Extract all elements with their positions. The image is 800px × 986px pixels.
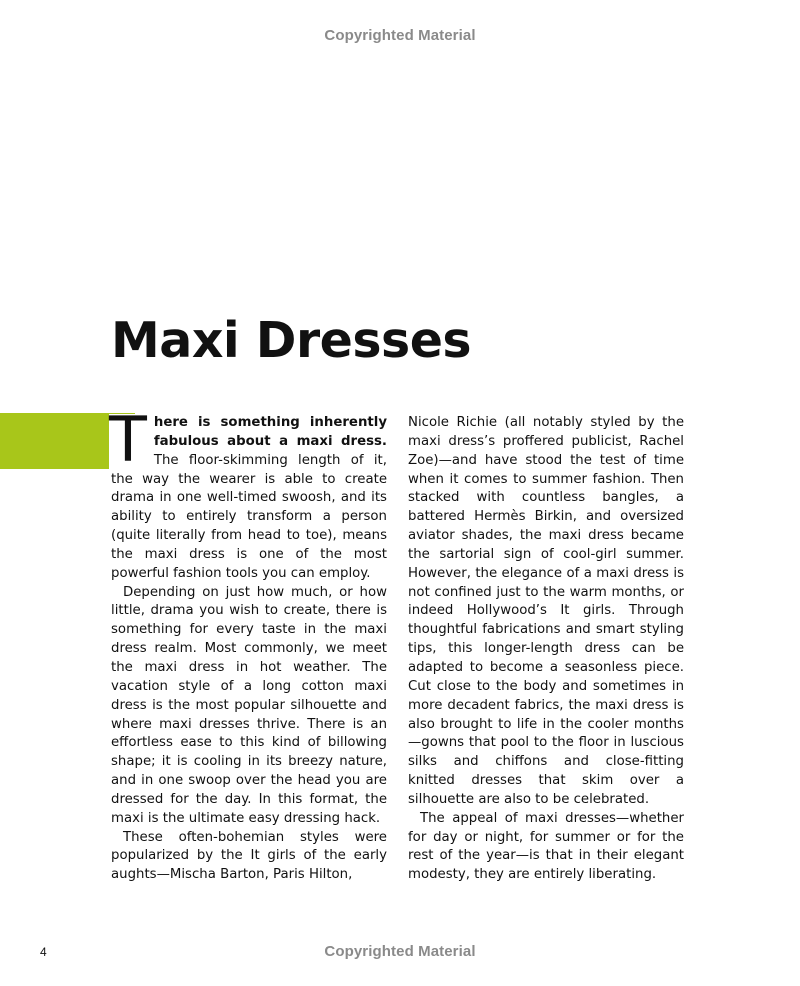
paragraph-intro [109, 403, 387, 584]
lead-in-bold: here is something inherently fabulous about a maxi dress. [153, 415, 387, 449]
paragraph: The appeal of maxi dresses—whether for day or night, for summer or for the rest of the year—is that in their elegant modesty, they are entirely liberating. [408, 810, 684, 883]
drop-cap: T [109, 403, 147, 476]
paragraph: These often-bohemian styles were popularized by the It girls of the early aughts—Mischa Barton, Paris Hilton, [111, 829, 387, 883]
page-title: Maxi Dresses [111, 312, 472, 369]
text-column-left [109, 403, 387, 885]
paragraph: Nicole Richie (all notably styled by the maxi dress’s proffered publicist, Rachel Zoe)—and have stood the test of time when it comes to summer fashion. Then stacked with countless bangles, a battered Hermès Birkin, and oversized aviator shades, the maxi dress became the sartorial sign of cool-girl summer. However, the elegance of a maxi dress is not confined just to the warm months, or indeed Hollywood’s It girls. Through thoughtful fabrications and smart styling tips, this longer-length dress can be adapted to become a seasonless piece. Cut close to the body and sometimes in more decadent fabrics, the maxi dress is also brought to life in the cooler months —gowns that pool to the floor in luscious silks and chiffons and close-fitting knitted dresses that skim over a silhouette are also to be celebrated. [408, 415, 684, 807]
copyright-watermark-bottom: Copyrighted Material [324, 943, 476, 960]
page-number: 4 [40, 945, 47, 959]
text-column-right [408, 414, 684, 885]
paragraph-text: The floor-skimming length of it, the way the wearer is able to create drama in one well-timed swoosh, and its ability to entirely transform a person (quite literally from head to toe), means the maxi dress is one of the most powerful fashion tools you can employ. [111, 452, 387, 581]
copyright-watermark-top: Copyrighted Material [324, 27, 476, 44]
paragraph: Depending on just how much, or how little, drama you wish to create, there is something for every taste in the maxi dress realm. Most commonly, we meet the maxi dress in hot weather. The vacation style of a long cotton maxi dress is the most popular silhouette and where maxi dresses thrive. There is an effortless ease to this kind of billowing shape; it is cooling in its breezy nature, and in one swoop over the head you are dressed for the day. In this format, the maxi is the ultimate easy dressing hack. [111, 584, 387, 826]
